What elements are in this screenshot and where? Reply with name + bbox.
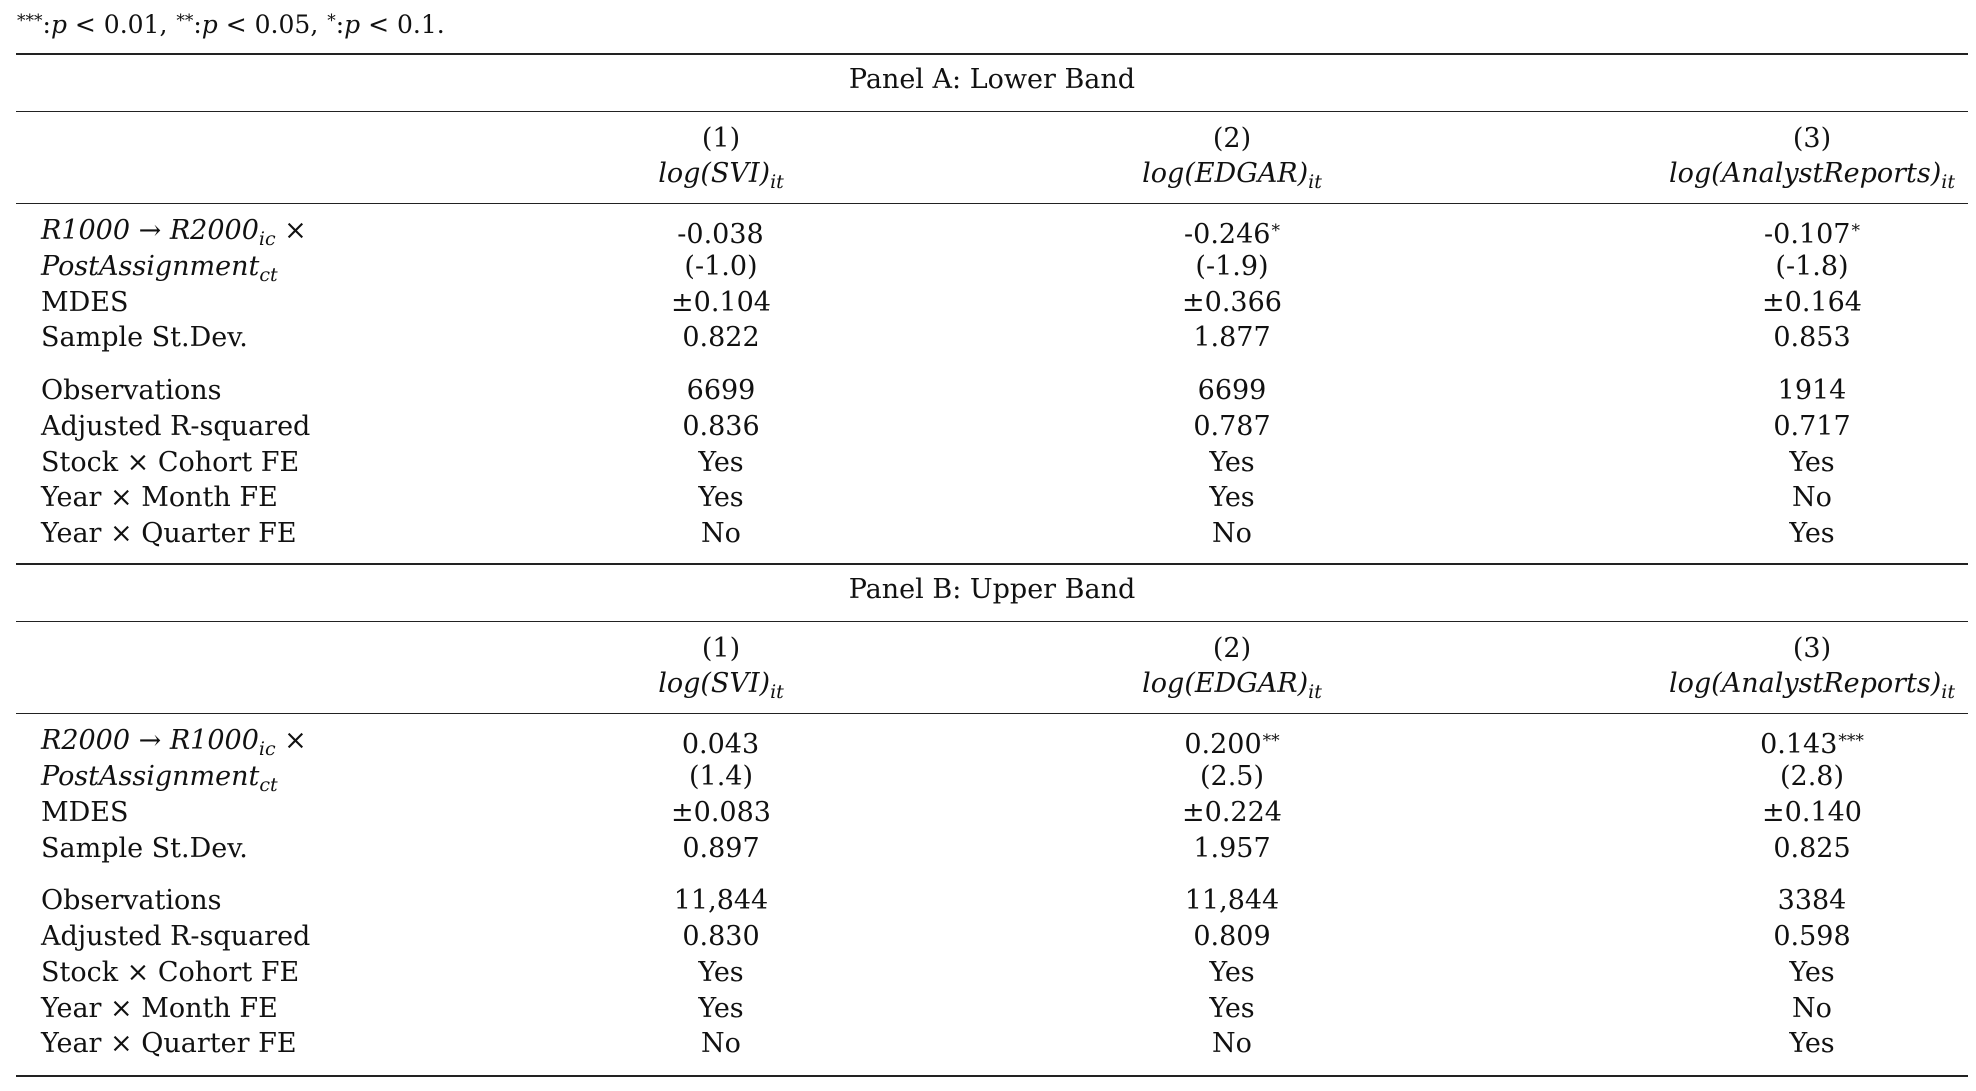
threshold-1: < 0.01, [66, 10, 176, 39]
panel-b-fe-stock-cohort-col2: Yes [1209, 957, 1255, 988]
significance-note: ***:p < 0.01, **:p < 0.05, *:p < 0.1. [17, 10, 445, 39]
panel-a-sd-label: Sample St.Dev. [41, 322, 248, 353]
panel-a-obs-col2: 6699 [1197, 375, 1267, 406]
panel-b-mdes-col2: ±0.224 [1182, 797, 1282, 828]
panel-a-tstat-col3: (-1.8) [1775, 251, 1849, 282]
stars-3: * [327, 11, 336, 31]
panel-a-fe-year-quarter-col2: No [1212, 518, 1252, 549]
panel-b-coef-col1: 0.043 [681, 729, 760, 760]
panel-b-fe-year-quarter-col3: Yes [1789, 1028, 1835, 1059]
panel-a-r2-label: Adjusted R-squared [41, 411, 311, 442]
panel-a-sd-col1: 0.822 [682, 322, 760, 353]
panel-a-header-rule [16, 203, 1968, 204]
panel-b-col1-variable: $\log(SVI)_{it}$ [658, 668, 784, 703]
panel-a-obs-col1: 6699 [686, 375, 756, 406]
panel-a-post-label: PostAssignment$_{ct}$ [41, 251, 278, 286]
top-rule [16, 53, 1968, 55]
panel-b-fe-year-quarter-col2: No [1212, 1028, 1252, 1059]
panel-a-sd-col2: 1.877 [1193, 322, 1271, 353]
panel-b-fe-year-quarter-col1: No [701, 1028, 741, 1059]
panel-b-col3-number: (3) [1792, 633, 1832, 664]
stars-2: ** [176, 11, 194, 31]
panel-a-fe-year-month-col3: No [1792, 482, 1832, 513]
panel-a-mdes-label: MDES [41, 287, 129, 318]
panel-b-r2-label: Adjusted R-squared [41, 921, 311, 952]
panel-a-col3-number: (3) [1792, 123, 1832, 154]
panel-a-coef-col2: -0.246* [1184, 219, 1280, 250]
panel-b-coef-col2: 0.200** [1184, 729, 1280, 760]
panel-a-fe-year-quarter-label: Year × Quarter FE [41, 518, 297, 549]
bottom-rule [16, 1075, 1968, 1077]
panel-b-obs-label: Observations [41, 885, 222, 916]
panel-a-fe-year-quarter-col3: Yes [1789, 518, 1835, 549]
panel-a-coef-col3: -0.107* [1764, 219, 1860, 250]
panel-b-sd-col3: 0.825 [1773, 833, 1851, 864]
panel-a-fe-year-month-col1: Yes [698, 482, 744, 513]
panel-a-obs-col3: 1914 [1777, 375, 1847, 406]
threshold-3: < 0.1. [360, 10, 445, 39]
panel-b-tstat-col1: (1.4) [688, 761, 754, 792]
panel-b-fe-year-month-col2: Yes [1209, 993, 1255, 1024]
panel-divider-rule [16, 563, 1968, 565]
threshold-2: < 0.05, [217, 10, 327, 39]
panel-a-tstat-col1: (-1.0) [684, 251, 758, 282]
panel-a-fe-year-month-label: Year × Month FE [41, 482, 278, 513]
panel-a-tstat-col2: (-1.9) [1195, 251, 1269, 282]
p-symbol-1: p [50, 10, 67, 39]
panel-b-obs-col2: 11,844 [1184, 885, 1280, 916]
panel-b-r2-col2: 0.809 [1193, 921, 1271, 952]
panel-b-fe-stock-cohort-col1: Yes [698, 957, 744, 988]
panel-a-col2-variable: $\log(EDGAR)_{it}$ [1142, 158, 1322, 193]
panel-b-sd-col2: 1.957 [1193, 833, 1271, 864]
panel-b-mdes-label: MDES [41, 797, 129, 828]
panel-b-obs-col1: 11,844 [673, 885, 769, 916]
p-symbol-2: p [201, 10, 218, 39]
panel-b-col1-number: (1) [701, 633, 741, 664]
panel-a-fe-stock-cohort-label: Stock × Cohort FE [41, 447, 300, 478]
stars-1: *** [17, 11, 43, 31]
panel-a-sd-col3: 0.853 [1773, 322, 1851, 353]
panel-b-col3-variable: $\log(AnalystReports)_{it}$ [1669, 668, 1955, 703]
panel-b-title: Panel B: Upper Band [848, 574, 1136, 605]
panel-a-mdes-col3: ±0.164 [1762, 287, 1862, 318]
panel-b-fe-stock-cohort-col3: Yes [1789, 957, 1835, 988]
panel-a-obs-label: Observations [41, 375, 222, 406]
panel-a-fe-stock-cohort-col1: Yes [698, 447, 744, 478]
panel-a-r2-col1: 0.836 [682, 411, 760, 442]
panel-b-sd-col1: 0.897 [682, 833, 760, 864]
panel-a-mdes-col2: ±0.366 [1182, 287, 1282, 318]
panel-b-header-rule [16, 713, 1968, 714]
panel-b-post-label: PostAssignment$_{ct}$ [41, 761, 278, 796]
panel-b-treatment-label: $R2000 \to R1000_{ic}$ × [41, 725, 307, 760]
panel-a-coef-col1: -0.038 [677, 219, 764, 250]
panel-a-r2-col2: 0.787 [1193, 411, 1271, 442]
panel-a-col1-variable: $\log(SVI)_{it}$ [658, 158, 784, 193]
panel-b-fe-year-month-col1: Yes [698, 993, 744, 1024]
panel-a-r2-col3: 0.717 [1773, 411, 1851, 442]
panel-a-fe-year-month-col2: Yes [1209, 482, 1255, 513]
panel-a-col2-number: (2) [1212, 123, 1252, 154]
panel-a-col1-number: (1) [701, 123, 741, 154]
panel-a-mdes-col1: ±0.104 [671, 287, 771, 318]
panel-a-fe-stock-cohort-col3: Yes [1789, 447, 1835, 478]
panel-b-coef-col3: 0.143*** [1760, 729, 1864, 760]
p-symbol-3: p [344, 10, 361, 39]
panel-b-col2-variable: $\log(EDGAR)_{it}$ [1142, 668, 1322, 703]
panel-b-mdes-col3: ±0.140 [1762, 797, 1862, 828]
panel-b-r2-col1: 0.830 [682, 921, 760, 952]
panel-b-mdes-col1: ±0.083 [671, 797, 771, 828]
panel-a-treatment-label: $R1000 \to R2000_{ic}$ × [41, 215, 307, 250]
panel-b-title-rule [16, 621, 1968, 622]
panel-a-col3-variable: $\log(AnalystReports)_{it}$ [1669, 158, 1955, 193]
panel-a-title-rule [16, 111, 1968, 112]
panel-b-tstat-col2: (2.5) [1199, 761, 1265, 792]
panel-a-fe-year-quarter-col1: No [701, 518, 741, 549]
panel-b-col2-number: (2) [1212, 633, 1252, 664]
panel-b-fe-year-month-col3: No [1792, 993, 1832, 1024]
panel-b-tstat-col3: (2.8) [1779, 761, 1845, 792]
panel-b-r2-col3: 0.598 [1773, 921, 1851, 952]
panel-b-fe-year-month-label: Year × Month FE [41, 993, 278, 1024]
panel-b-fe-year-quarter-label: Year × Quarter FE [41, 1028, 297, 1059]
panel-b-obs-col3: 3384 [1777, 885, 1847, 916]
panel-a-fe-stock-cohort-col2: Yes [1209, 447, 1255, 478]
panel-b-fe-stock-cohort-label: Stock × Cohort FE [41, 957, 300, 988]
panel-a-title: Panel A: Lower Band [848, 64, 1136, 95]
panel-b-sd-label: Sample St.Dev. [41, 833, 248, 864]
